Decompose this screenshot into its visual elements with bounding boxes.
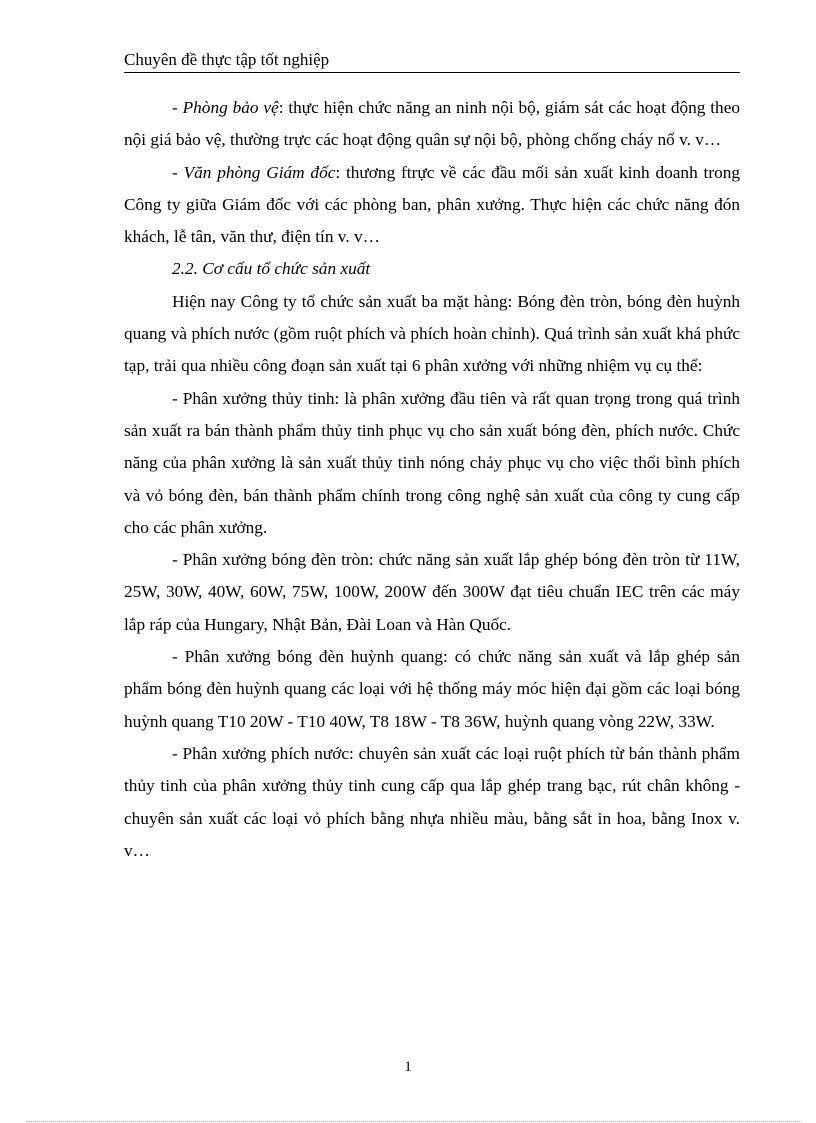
paragraph-phan-xuong-huynh-quang: - Phân xưởng bóng đèn huỳnh quang: có chức năng sản xuất và lắp ghép sản phẩm bóng đèn huỳnh quang các loại với hệ thống máy móc hiện đại gồm các loại bóng huỳnh quang T10 20W - T10 40W, T8 18W - T8 36W, huỳnh quang vòng 22W, 33W. [124, 647, 740, 731]
term-van-phong-giam-doc: Văn phòng Giám đốc [183, 162, 336, 182]
header-title: Chuyên đề thực tập tốt nghiệp [124, 50, 330, 69]
paragraph-van-phong-giam-doc [124, 157, 740, 254]
page-edge-divider [26, 1121, 802, 1122]
paragraph-phan-xuong-bong-den-tron: - Phân xưởng bóng đèn tròn: chức năng sản xuất lắp ghép bóng đèn tròn từ 11W, 25W, 30W, 40W, 60W, 75W, 100W, 200W đến 300W đạt tiêu chuẩn IEC trên các máy lắp ráp của Hungary, Nhật Bản, Đài Loan và Hàn Quốc. [124, 550, 740, 634]
paragraph-text: : thực hiện chức năng an ninh nội bộ, giám sát các hoạt động theo nội giá bảo vệ, thường trực các hoạt động quân sự nội bộ, phòng chống cháy nổ v. v… [124, 98, 741, 150]
paragraph-phan-xuong-thuy-tinh: - Phân xưởng thủy tinh: là phân xưởng đầu tiên và rất quan trọng trong quá trình sản xuất ra bán thành phẩm thủy tinh phục vụ cho sản xuất bóng đèn, phích nước. Chức năng của phân xưởng là sản xuất thủy tinh nóng chảy phục vụ cho việc thổi bình phích và vỏ bóng đèn, bán thành phẩm chính trong công nghệ sản xuất của công ty cung cấp cho các phân xưởng. [124, 388, 740, 537]
page-number: 1 [404, 1059, 412, 1075]
term-phong-bao-ve: Phòng bảo vệ [182, 98, 279, 117]
paragraph-intro: Hiện nay Công ty tổ chức sản xuất ba mặt hàng: Bóng đèn tròn, bóng đèn huỳnh quang và phích nước (gồm ruột phích và phích hoàn chỉnh). Quá trình sản xuất khá phức tạp, trải qua nhiều công đoạn sản xuất tại 6 phân xưởng với những nhiệm vụ cụ thể: [124, 291, 740, 376]
paragraph-text: : thương ftrực về các đầu mối sản xuất kinh doanh trong Công ty giữa Giám đốc với các phòng ban, phân xưởng. Thực hiện các chức năng đón khách, lễ tân, văn thư, điện tín v. v… [124, 162, 740, 247]
paragraph-prefix: - [172, 162, 184, 182]
page-header [124, 50, 740, 73]
paragraph-phan-xuong-phich-nuoc: - Phân xưởng phích nước: chuyên sản xuất các loại ruột phích từ bán thành phẩm thủy tinh của phân xưởng thủy tinh cung cấp qua lắp ghép trang bạc, rút chân không - chuyên sản xuất các loại vỏ phích bằng nhựa nhiều màu, bằng sắt in hoa, bằng Inox v. v… [124, 743, 740, 860]
section-heading: 2.2. Cơ cấu tổ chức sản xuất [172, 259, 371, 279]
document-body [124, 92, 740, 867]
paragraph-phong-bao-ve [124, 92, 740, 157]
paragraph-prefix: - [172, 98, 183, 117]
